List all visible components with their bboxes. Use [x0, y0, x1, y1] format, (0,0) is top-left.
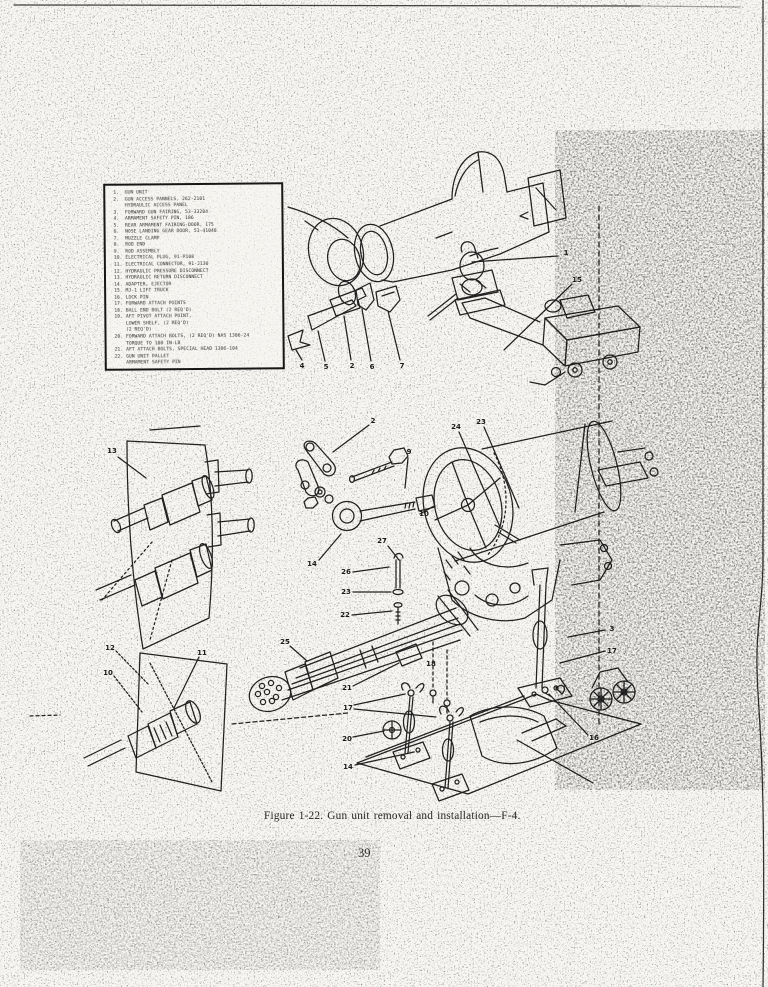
- callout-number-1: 1: [563, 249, 569, 257]
- radar-dish: [323, 236, 365, 285]
- legend-line: 9. ROD ASSEMBLY: [113, 249, 160, 255]
- callout-number-22: 22: [340, 611, 350, 619]
- legend-line: TORQUE TO 100 IN-LB: [114, 340, 181, 347]
- legend-line: 12. HYDRAULIC PRESSURE DISCONNECT: [113, 268, 209, 275]
- page-number: 39: [358, 846, 371, 860]
- callout-number-20: 20: [342, 735, 352, 743]
- legend-line: 3. FORWARD GUN FAIRING, 53-33204: [113, 209, 209, 216]
- gun-unit-drawing: [245, 418, 658, 801]
- parts-legend-box: [103, 182, 285, 371]
- callout-number-21: 21: [342, 684, 352, 692]
- gun-receiver: [430, 525, 560, 636]
- figure-caption: Figure 1-22. Gun unit removal and installation—F-4.: [264, 810, 521, 822]
- legend-line: LOWER SHELF, (2 REQ'D): [114, 320, 189, 327]
- callout-number-7: 7: [399, 362, 405, 370]
- rear-mount-bracket: [560, 448, 658, 585]
- callout-number-17a: 17: [607, 647, 617, 655]
- callout-number-2a: 2: [349, 362, 355, 370]
- callout-number-27: 27: [377, 537, 387, 545]
- callout-number-11: 11: [197, 649, 207, 657]
- callout-number-12: 12: [105, 644, 115, 652]
- legend-line: (2 REQ'D): [114, 327, 152, 334]
- callout-number-4: 4: [299, 362, 305, 370]
- legend-line: 7. MUZZLE CLAMP: [113, 236, 160, 242]
- legend-line: 22. GUN UNIT PALLET: [114, 353, 170, 360]
- scan-noise-right-band: [555, 130, 765, 790]
- bulkhead-dampers-drawing: [96, 426, 254, 649]
- callout-number-24: 24: [451, 423, 461, 431]
- hardware-exploded-drawing: [296, 441, 435, 530]
- legend-line: 11. ELECTRICAL CONNECTOR, 91-J130: [113, 261, 209, 268]
- post-washer-screw: [393, 554, 403, 625]
- forward-support-struts: [383, 683, 469, 801]
- callout-number-9: 9: [406, 448, 412, 456]
- legend-line: 19. AFT PIVOT ATTACH POINT,: [114, 314, 192, 321]
- legend-line: 6. NOSE LANDING GEAR DOOR, 53-41040: [113, 229, 217, 235]
- callout-number-25: 25: [280, 638, 290, 646]
- callout-number-3: 3: [609, 625, 615, 633]
- callout-number-6: 6: [369, 363, 375, 371]
- canopy: [452, 152, 507, 199]
- legend-line: 4. ARMAMENT SAFETY PIN, 186: [113, 216, 194, 222]
- callout-number-2b: 2: [370, 417, 376, 425]
- scan-noise-bottom: [20, 840, 380, 970]
- legend-line: 15. MJ-1 LIFT TRUCK: [114, 288, 169, 294]
- legend-line: 10. ELECTRICAL PLUG, 91-P108: [113, 255, 195, 262]
- legend-line: 17. FORWARD ATTACH POINTS: [114, 301, 186, 307]
- callout-number-10b: 10: [103, 669, 113, 677]
- aircraft-nose-drawing: [288, 152, 566, 320]
- legend-line: 1. GUN UNIT: [113, 190, 148, 196]
- legend-line: 20. FORWARD ATTACH BOLTS, (2 REQ'D) NAS 1306-24: [114, 333, 250, 340]
- caster-wheels: [590, 668, 635, 710]
- callout-number-5: 5: [323, 363, 329, 371]
- callout-number-23b: 23: [341, 588, 351, 596]
- callout-number-23a: 23: [476, 418, 486, 426]
- callout-number-14b: 14: [343, 763, 353, 771]
- callout-number-14a: 14: [307, 560, 317, 568]
- legend-line: 16. LOCK PIN: [114, 295, 149, 301]
- callout-number-26: 26: [341, 568, 351, 576]
- legend-line: 21. AFT ATTACH BOLTS, SPECIAL HEAD 1306-104: [114, 346, 238, 353]
- legend-line: ARMAMENT SAFETY PIN: [114, 360, 181, 366]
- callout-number-16: 16: [589, 734, 599, 742]
- legend-line: 2. GUN ACCESS PANNELS, 262-2101: [113, 196, 206, 203]
- legend-line: 18. BALL END BOLT (2 REQ'D): [114, 307, 192, 314]
- legend-line: 5. REAR ARMAMENT FAIRING-DOOR, 175: [113, 222, 214, 229]
- callout-number-15: 15: [572, 276, 582, 284]
- scan-edge-artifacts: [14, 0, 764, 987]
- callout-number-18: 18: [426, 660, 436, 668]
- ammo-drum: [411, 418, 627, 572]
- legend-line: 8. ROD END: [113, 242, 146, 249]
- legend-line: 14. ADAPTER, EJECTOR: [114, 281, 172, 288]
- callout-number-10a: 10: [419, 510, 429, 518]
- legend-line: HYDRAULIC ACCESS PANEL: [113, 203, 188, 209]
- callout-number-17b: 17: [343, 704, 353, 712]
- callout-number-13: 13: [107, 447, 117, 455]
- legend-line: 13. HYDRAULIC RETURN DISCONNECT: [113, 275, 203, 281]
- gun-pallet: [357, 694, 641, 794]
